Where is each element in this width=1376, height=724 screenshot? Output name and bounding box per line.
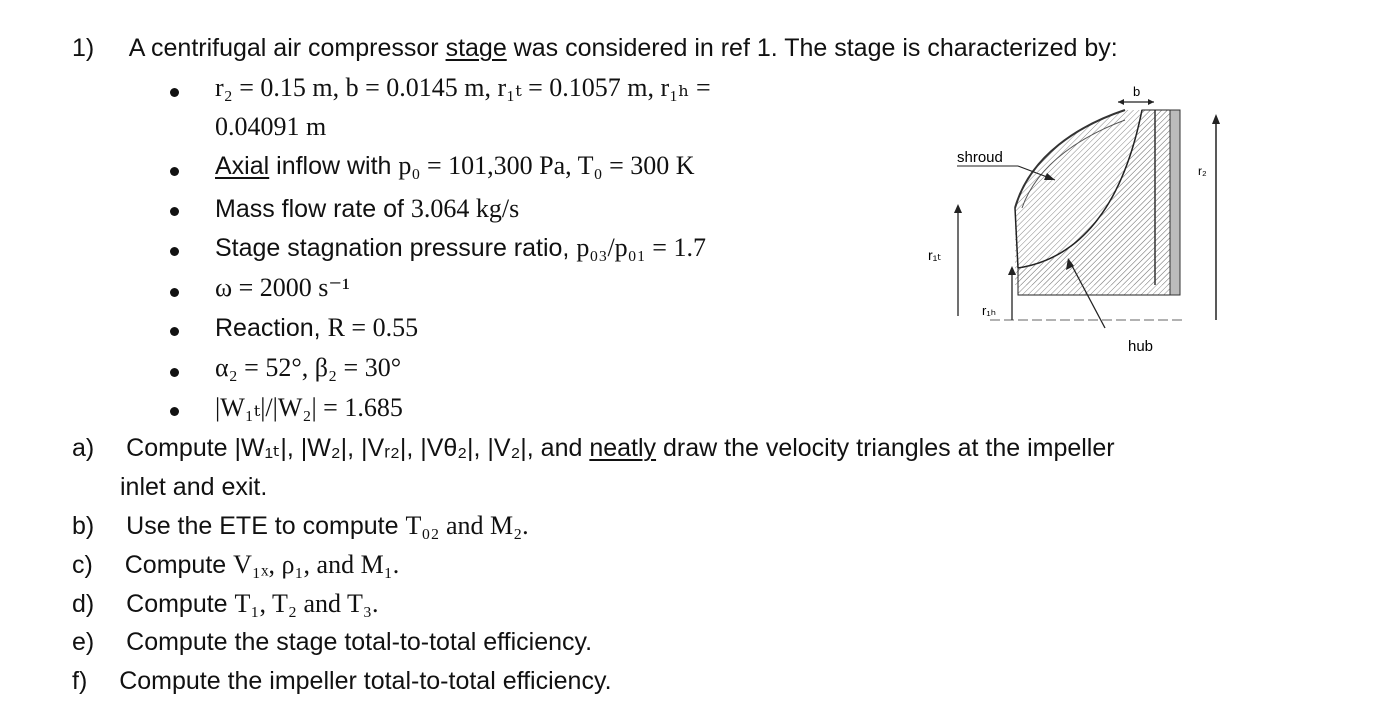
bullet-math: p₀₃/p₀₁ = 1.7 — [576, 233, 706, 262]
bullet-reaction — [215, 312, 418, 344]
part-label: a) — [72, 434, 95, 462]
part-label: c) — [72, 551, 93, 579]
r1t-arrowhead — [954, 204, 962, 213]
problem-number: 1) — [72, 34, 95, 62]
bullet-math: p₀ = 101,300 Pa, T₀ = 300 K — [398, 151, 695, 180]
part-c — [72, 549, 399, 581]
bullet-omega: ω = 2000 s⁻¹ — [215, 273, 350, 302]
part-f — [72, 665, 612, 697]
bullet-dot — [170, 368, 179, 377]
part-math: T₀₂ and M₂. — [405, 511, 529, 540]
part-label: e) — [72, 628, 95, 656]
r2-arrowhead — [1212, 114, 1220, 124]
part-a — [72, 432, 1115, 464]
bullet-dot — [170, 207, 179, 216]
bullet-dot — [170, 327, 179, 336]
label-hub: hub — [1128, 338, 1154, 355]
impeller-meridional-diagram — [920, 80, 1220, 370]
bullet-text: inflow with — [269, 152, 399, 180]
bullet-dot — [170, 167, 179, 176]
bullet-dot — [170, 247, 179, 256]
part-label: b) — [72, 512, 95, 540]
underlined-neatly: neatly — [589, 434, 657, 462]
bullet-text: Stage stagnation pressure ratio, — [215, 234, 577, 262]
part-text: Compute the stage total-to-total efficiency. — [126, 628, 593, 656]
part-label: f) — [72, 667, 88, 695]
bullet-text: Mass flow rate of — [215, 195, 411, 223]
part-a-line2: inlet and exit. — [120, 473, 268, 501]
part-text: Use the ETE to compute — [126, 512, 406, 540]
label-shroud: shroud — [957, 149, 1003, 166]
r1h-arrowhead — [1008, 266, 1016, 275]
bullet-text: Reaction, — [215, 314, 328, 342]
bullet-dot — [170, 288, 179, 297]
bullet-geometry-line1: r₂ = 0.15 m, b = 0.0145 m, r₁ₜ = 0.1057 m, r₁ₕ = — [215, 73, 711, 102]
underlined-axial: Axial — [215, 152, 270, 180]
problem-header — [72, 32, 1118, 64]
label-r1t: r₁ₜ — [928, 247, 942, 263]
part-math: V₁ₓ, ρ₁, and M₁. — [233, 550, 400, 579]
bullet-dot — [170, 407, 179, 416]
bullet-math: 3.064 kg/s — [410, 194, 520, 223]
part-math: T₁, T₂ and T₃. — [234, 589, 379, 618]
bullet-velocity-ratio: |W₁ₜ|/|W₂| = 1.685 — [215, 393, 403, 422]
intro-underlined-word: stage — [445, 34, 507, 62]
b-arrow-left — [1118, 99, 1124, 105]
part-text: draw the velocity triangles at the impeller — [656, 434, 1115, 462]
part-label: d) — [72, 590, 95, 618]
bullet-mass-flow — [215, 193, 519, 225]
part-text: Compute |W₁ₜ|, |W₂|, |Vᵣ₂|, |Vθ₂|, |V₂|, and — [126, 434, 590, 462]
bullet-geometry-line2: 0.04091 m — [215, 112, 327, 141]
part-text: Compute the impeller total-to-total efficiency. — [119, 667, 612, 695]
label-b: b — [1133, 84, 1141, 99]
bullet-angles: α₂ = 52°, β₂ = 30° — [215, 353, 402, 382]
intro-text-after: was considered in ref 1. The stage is characterized by: — [506, 34, 1118, 62]
bullet-pressure-ratio — [215, 232, 706, 264]
part-b — [72, 510, 529, 542]
disk-back — [1170, 110, 1180, 295]
b-arrow-right — [1148, 99, 1154, 105]
part-e — [72, 626, 592, 658]
part-d — [72, 588, 378, 620]
bullet-math: R = 0.55 — [327, 313, 419, 342]
part-text: Compute — [124, 551, 234, 579]
label-r1h: r₁ₕ — [982, 303, 996, 318]
label-r2: r₂ — [1198, 164, 1207, 178]
bullet-inflow — [215, 150, 695, 182]
intro-text-before: A centrifugal air compressor — [128, 34, 446, 62]
bullet-dot — [170, 88, 179, 97]
part-text: Compute — [126, 590, 235, 618]
